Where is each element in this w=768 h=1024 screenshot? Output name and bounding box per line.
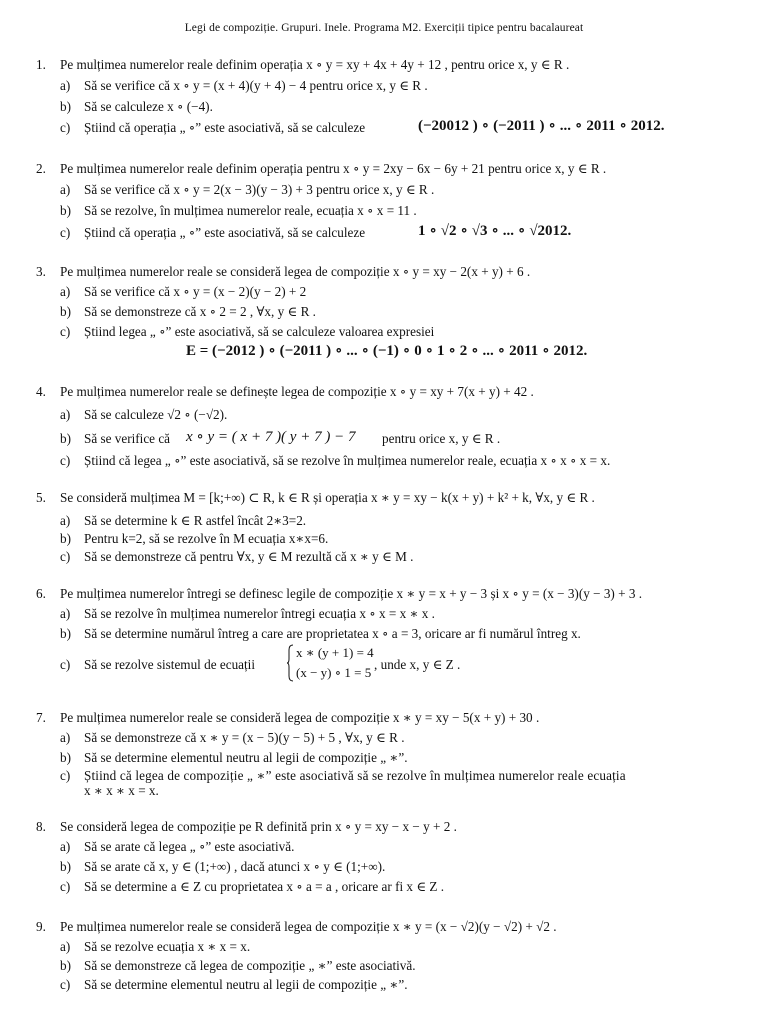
problem-number: 9.: [36, 919, 46, 934]
system-equation-2: (x − y) ∘ 1 = 5: [296, 665, 372, 680]
item-label: c): [60, 657, 71, 672]
item-label: a): [60, 939, 71, 954]
item-formula: 1 ∘ √2 ∘ √3 ∘ ... ∘ √2012.: [418, 223, 572, 239]
problem-stem: Pe mulțimea numerelor reale definim operația x ∘ y = xy + 4x + 4y + 12 , pentru orice x, y ∈ R .: [60, 57, 570, 72]
problem-number: 4.: [36, 384, 46, 399]
problem-number: 8.: [36, 819, 46, 834]
item-text: Să se verifice că x ∘ y = (x − 2)(y − 2) + 2: [84, 284, 307, 299]
item-label: c): [60, 768, 71, 783]
item-label: a): [60, 730, 71, 745]
item-label: c): [60, 120, 71, 135]
item-text: Să se verifice că x ∘ y = (x + 4)(y + 4) − 4 pentru orice x, y ∈ R .: [84, 78, 428, 93]
item-text: Să se determine a ∈ Z cu proprietatea x ∘ a = a , oricare ar fi x ∈ Z .: [84, 879, 445, 894]
problem-stem: Pe mulțimea numerelor reale se consideră legea de compoziție x ∘ y = xy − 2(x + y) + 6 .: [60, 264, 531, 279]
item-label: c): [60, 549, 71, 564]
item-label: c): [60, 879, 71, 894]
problem-stem: Pe mulțimea numerelor reale se definește legea de compoziție x ∘ y = xy + 7(x + y) + 42 .: [60, 384, 534, 399]
item-text: Să se rezolve, în mulțimea numerelor reale, ecuația x ∘ x = 11 .: [84, 203, 417, 218]
item-text: Să se calculeze x ∘ (−4).: [84, 99, 213, 114]
item-text: Să se rezolve ecuația x ∗ x = x.: [84, 939, 251, 954]
item-label: b): [60, 859, 71, 874]
item-text: Să se demonstreze că x ∘ 2 = 2 , ∀x, y ∈ R .: [84, 304, 316, 319]
problem-stem: Pe mulțimea numerelor întregi se definesc legile de compoziție x ∗ y = x + y − 3 și x ∘ y = (x − 3)(y − 3) + 3 .: [60, 586, 643, 601]
item-label: a): [60, 182, 71, 197]
problem-stem: Se consideră legea de compoziție pe R definită prin x ∘ y = xy − x − y + 2 .: [60, 819, 457, 834]
item-text: Știind că legea de compoziție „ ∗” este asociativă să se rezolve în mulțimea numerelor reale ecuația: [84, 768, 626, 783]
item-label: a): [60, 513, 71, 528]
item-text: Să se arate că x, y ∈ (1;+∞) , dacă atunci x ∘ y ∈ (1;+∞).: [84, 859, 386, 874]
problem-stem: Pe mulțimea numerelor reale se consideră legea de compoziție x ∗ y = (x − √2)(y − √2) + √2 .: [60, 919, 557, 934]
item-text-after: pentru orice x, y ∈ R .: [382, 431, 501, 446]
item-formula: x ∘ y = ( x + 7 )( y + 7 ) − 7: [186, 429, 356, 445]
item-label: b): [60, 431, 71, 446]
item-text: Să se determine numărul întreg a care are proprietatea x ∘ a = 3, oricare ar fi numărul întreg x.: [84, 626, 581, 641]
problem-number: 7.: [36, 710, 46, 725]
item-label: a): [60, 839, 71, 854]
item-text: Să se arate că legea „ ∘” este asociativă.: [84, 839, 295, 854]
item-text: Știind că legea „ ∘” este asociativă, să se rezolve în mulțimea numerelor reale, ecuația x ∘ x ∘ x = x.: [84, 453, 611, 468]
problem-stem: Pe mulțimea numerelor reale se consideră legea de compoziție x ∗ y = xy − 5(x + y) + 30 .: [60, 710, 540, 725]
item-label: b): [60, 750, 71, 765]
item-label: c): [60, 453, 71, 468]
item-text-after: , unde x, y ∈ Z .: [374, 657, 461, 672]
item-text: Să se verifice că: [84, 431, 171, 446]
item-text: Să se demonstreze că x ∗ y = (x − 5)(y − 5) + 5 , ∀x, y ∈ R .: [84, 730, 405, 745]
item-text: Să se determine elementul neutru al legii de compoziție „ ∗”.: [84, 977, 408, 992]
item-text: Să se determine k ∈ R astfel încât 2∗3=2.: [84, 513, 307, 528]
problem-number: 5.: [36, 490, 46, 505]
item-text: Să se calculeze √2 ∘ (−√2).: [84, 407, 228, 422]
problem-number: 6.: [36, 586, 46, 601]
item-label: b): [60, 531, 71, 546]
item-text: Să se demonstreze că legea de compoziție „ ∗” este asociativă.: [84, 958, 416, 973]
problem-number: 1.: [36, 57, 46, 72]
system-brace: [287, 644, 294, 682]
item-label: b): [60, 203, 71, 218]
item-text: Știind legea „ ∘” este asociativă, să se calculeze valoarea expresiei: [84, 324, 435, 339]
item-text: Să se rezolve în mulțimea numerelor întregi ecuația x ∘ x = x ∗ x .: [84, 606, 435, 621]
page-title: Legi de compoziție. Grupuri. Inele. Programa M2. Exerciții tipice pentru bacalaureat: [184, 22, 584, 34]
item-label: c): [60, 324, 71, 339]
item-label: b): [60, 99, 71, 114]
problem-number: 2.: [36, 161, 46, 176]
item-label: b): [60, 958, 71, 973]
problem-stem: Pe mulțimea numerelor reale definim operația pentru x ∘ y = 2xy − 6x − 6y + 21 pentru orice x, y ∈ R .: [60, 161, 607, 176]
item-text-continued: x ∗ x ∗ x = x.: [84, 783, 159, 798]
item-label: a): [60, 78, 71, 93]
problem-number: 3.: [36, 264, 46, 279]
system-equation-1: x ∗ (y + 1) = 4: [296, 645, 374, 660]
item-text: Știind că operația „ ∘” este asociativă, să se calculeze: [84, 225, 366, 240]
item-label: a): [60, 284, 71, 299]
item-formula: (−20012 ) ∘ (−2011 ) ∘ ... ∘ 2011 ∘ 2012.: [418, 118, 665, 134]
item-label: b): [60, 304, 71, 319]
item-text: Să se determine elementul neutru al legii de compoziție „ ∗”.: [84, 750, 408, 765]
item-text: Pentru k=2, să se rezolve în M ecuația x∗x=6.: [84, 531, 329, 546]
problem-stem: Se consideră mulțimea M = [k;+∞) ⊂ R, k ∈ R și operația x ∗ y = xy − k(x + y) + k² + k, ∀x, y ∈ R .: [60, 490, 595, 505]
item-text: Să se verifice că x ∘ y = 2(x − 3)(y − 3) + 3 pentru orice x, y ∈ R .: [84, 182, 435, 197]
expression-formula: E = (−2012 ) ∘ (−2011 ) ∘ ... ∘ (−1) ∘ 0 ∘ 1 ∘ 2 ∘ ... ∘ 2011 ∘ 2012.: [186, 343, 588, 359]
item-text: Să se rezolve sistemul de ecuații: [84, 657, 256, 672]
item-label: a): [60, 407, 71, 422]
item-label: c): [60, 225, 71, 240]
item-label: a): [60, 606, 71, 621]
item-label: c): [60, 977, 71, 992]
item-label: b): [60, 626, 71, 641]
item-text: Să se demonstreze că pentru ∀x, y ∈ M rezultă că x ∗ y ∈ M .: [84, 549, 414, 564]
item-text: Știind că operația „ ∘” este asociativă, să se calculeze: [84, 120, 366, 135]
